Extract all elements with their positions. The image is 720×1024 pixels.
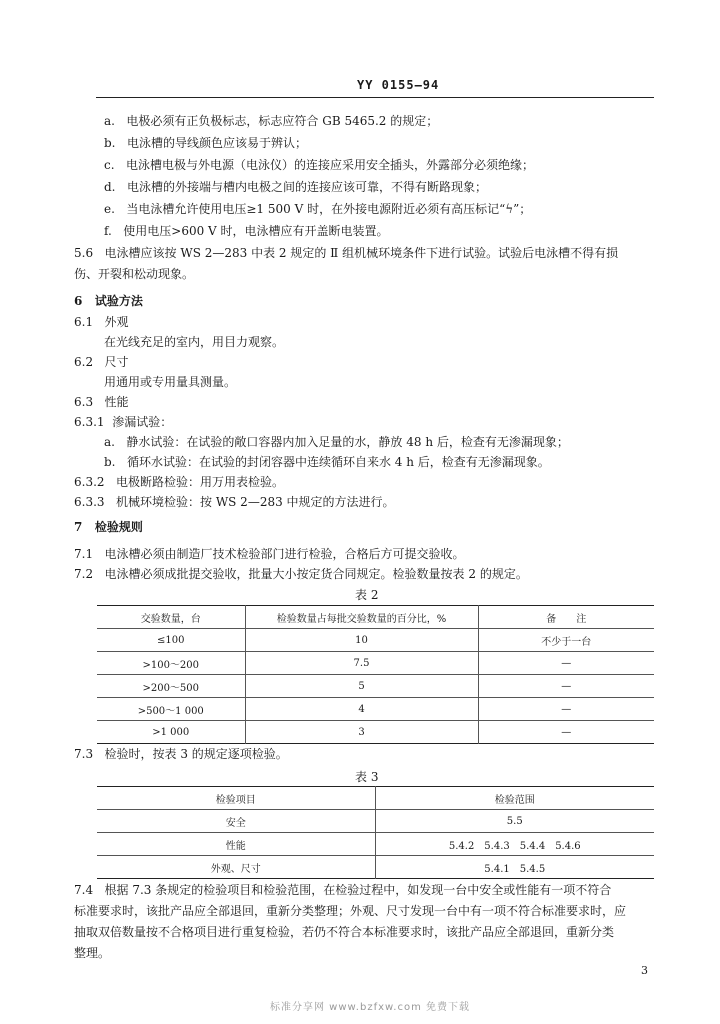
clause-7-4-line2: 标准要求时，该批产品应全部退回，重新分类整理；外观、尺寸发现一台中有一项不符合标准要求时，应 [74,904,627,918]
clause-6-3-1-heading [74,414,172,430]
clause-title: 外观 [104,315,129,329]
table-cell: >500～1 000 [97,698,245,721]
table-row [97,652,654,675]
item-text: 电极必须有正负极标志，标志应符合 GB 5465.2 的规定； [126,114,439,128]
table-cell: 3 [245,721,478,744]
table-row [97,675,654,698]
item-mark: b. [104,136,116,150]
item-text: 当电泳槽允许使用电压≥1 500 V 时，在外接电源附近必须有高压标记“ϟ”； [126,202,532,216]
table-cell: 5 [245,675,478,698]
clause-text: 检验时，按表 3 的规定逐项检验。 [104,747,288,761]
footer-watermark: 标准分享网 www.bzfxw.com 免费下载 [270,1002,470,1013]
table-cell: — [478,721,654,744]
header-rule [96,97,654,98]
item-text: 静水试验：在试验的敞口容器内加入足量的水，静放 48 h 后，检查有无渗漏现象； [126,435,569,449]
table-cell: 外观、尺寸 [97,856,375,879]
item-text: 电泳槽电极与外电源（电泳仪）的连接应采用安全插头，外露部分必须绝缘； [126,158,535,172]
table-cell: — [478,652,654,675]
clause-number: 7.4 [74,883,94,897]
clause-title: 性能 [104,395,129,409]
clause-number: 6.3.1 [74,415,105,429]
item-mark: b. [104,455,116,469]
table-header-cell: 检验范围 [375,787,654,810]
item-d [104,179,487,195]
item-text: 电泳槽的外接端与槽内电极之间的连接应该可靠，不得有断路现象； [126,180,487,194]
table-cell: 7.5 [245,652,478,675]
section-title: 检验规则 [94,520,143,534]
clause-5-6-line2: 伤、开裂和松动现象。 [74,267,195,281]
table-row [97,698,654,721]
item-mark: d. [104,180,116,194]
clause-number: 7.2 [74,567,94,581]
item-mark: e. [104,202,115,216]
section-6-heading [74,293,143,309]
item-text: 循环水试验：在试验的封闭容器中连续循环自来水 4 h 后，检查有无渗漏现象。 [126,455,550,469]
table-cell: 10 [245,629,478,652]
item-text: 电泳槽的导线颜色应该易于辨认； [126,136,307,150]
standard-code-header: YY 0155—94 [357,78,440,92]
table-cell: >1 000 [97,721,245,744]
table-row [97,833,654,856]
clause-number: 7.3 [74,747,94,761]
table-header-cell: 检验数量占每批交验数量的百分比，% [245,606,478,629]
clause-text: 电泳槽应该按 WS 2—283 中表 2 规定的 Ⅱ 组机械环境条件下进行试验。试验后电泳槽不得有损 [104,246,619,260]
clause-7-1 [74,546,465,562]
clause-text: 机械环境检验：按 WS 2—283 中规定的方法进行。 [116,495,395,509]
table-cell: ≤100 [97,629,245,652]
clause-text: 电泳槽必须由制造厂技术检验部门进行检验，合格后方可提交验收。 [104,547,465,561]
clause-6-1-heading [74,314,129,330]
item-text: 使用电压>600 V 时，电泳槽应有开盖断电装置。 [123,224,389,238]
item-c [104,157,534,173]
item-mark: c. [104,158,115,172]
clause-7-4-line1 [74,882,611,898]
clause-6-3-heading [74,394,129,410]
table-2-caption: 表 2 [355,588,379,602]
clause-number: 6.3.3 [74,495,105,509]
section-number: 6 [74,294,83,308]
item-mark: a. [104,435,115,449]
clause-7-3 [74,746,288,762]
table-cell: >200～500 [97,675,245,698]
table-header-cell: 交验数量，台 [97,606,245,629]
item-mark: f. [104,224,112,238]
clause-title: 尺寸 [104,355,129,369]
item-b [104,135,307,151]
table-3-caption: 表 3 [355,770,379,784]
clause-text: 电极断路检验：用万用表检验。 [116,475,285,489]
clause-7-2 [74,566,528,582]
table-cell: 5.4.2 5.4.3 5.4.4 5.4.6 [375,833,654,856]
table-2 [97,605,654,744]
item-mark: a. [104,114,115,128]
table-cell: 5.5 [375,810,654,833]
table-header-cell: 备 注 [478,606,654,629]
clause-6-3-1-item-b [104,454,550,470]
item-e [104,201,531,217]
clause-number: 6.3.2 [74,475,105,489]
table-cell: 安全 [97,810,375,833]
clause-number: 6.2 [74,355,94,369]
table-row [97,629,654,652]
clause-text: 根据 7.3 条规定的检验项目和检验范围，在检验过程中，如发现一台中安全或性能有一项不符合 [104,883,612,897]
table-row [97,721,654,744]
clause-6-2-body: 用通用或专用量具测量。 [104,375,237,389]
clause-number: 6.3 [74,395,94,409]
table-cell: 5.4.1 5.4.5 [375,856,654,879]
table-header-cell: 检验项目 [97,787,375,810]
table-cell: 不少于一台 [478,629,654,652]
table-cell: — [478,698,654,721]
table-cell: 4 [245,698,478,721]
clause-6-3-1-item-a [104,434,569,450]
table-cell: — [478,675,654,698]
table-row [97,810,654,833]
table-cell: >100～200 [97,652,245,675]
table-header-row [97,606,654,629]
clause-text: 电泳槽必须成批提交验收，批量大小按定货合同规定。检验数量按表 2 的规定。 [104,567,528,581]
section-title: 试验方法 [94,294,143,308]
table-3 [97,786,654,879]
section-7-heading [74,519,143,535]
clause-title: 渗漏试验： [112,415,173,429]
page-number: 3 [641,964,648,977]
table-header-row [97,787,654,810]
clause-number: 7.1 [74,547,94,561]
table-row [97,856,654,879]
clause-7-4-line4: 整理。 [74,946,111,960]
clause-6-3-2 [74,474,284,490]
item-a [104,113,438,129]
clause-6-3-3 [74,494,395,510]
table-cell: 性能 [97,833,375,856]
clause-7-4-line3: 抽取双倍数量按不合格项目进行重复检验，若仍不符合本标准要求时，该批产品应全部退回，重新分类 [74,925,615,939]
item-f [104,223,389,239]
clause-5-6-line1 [74,245,618,261]
clause-6-2-heading [74,354,129,370]
section-number: 7 [74,520,83,534]
clause-6-1-body: 在光线充足的室内，用目力观察。 [104,335,285,349]
clause-number: 5.6 [74,246,94,260]
clause-number: 6.1 [74,315,94,329]
